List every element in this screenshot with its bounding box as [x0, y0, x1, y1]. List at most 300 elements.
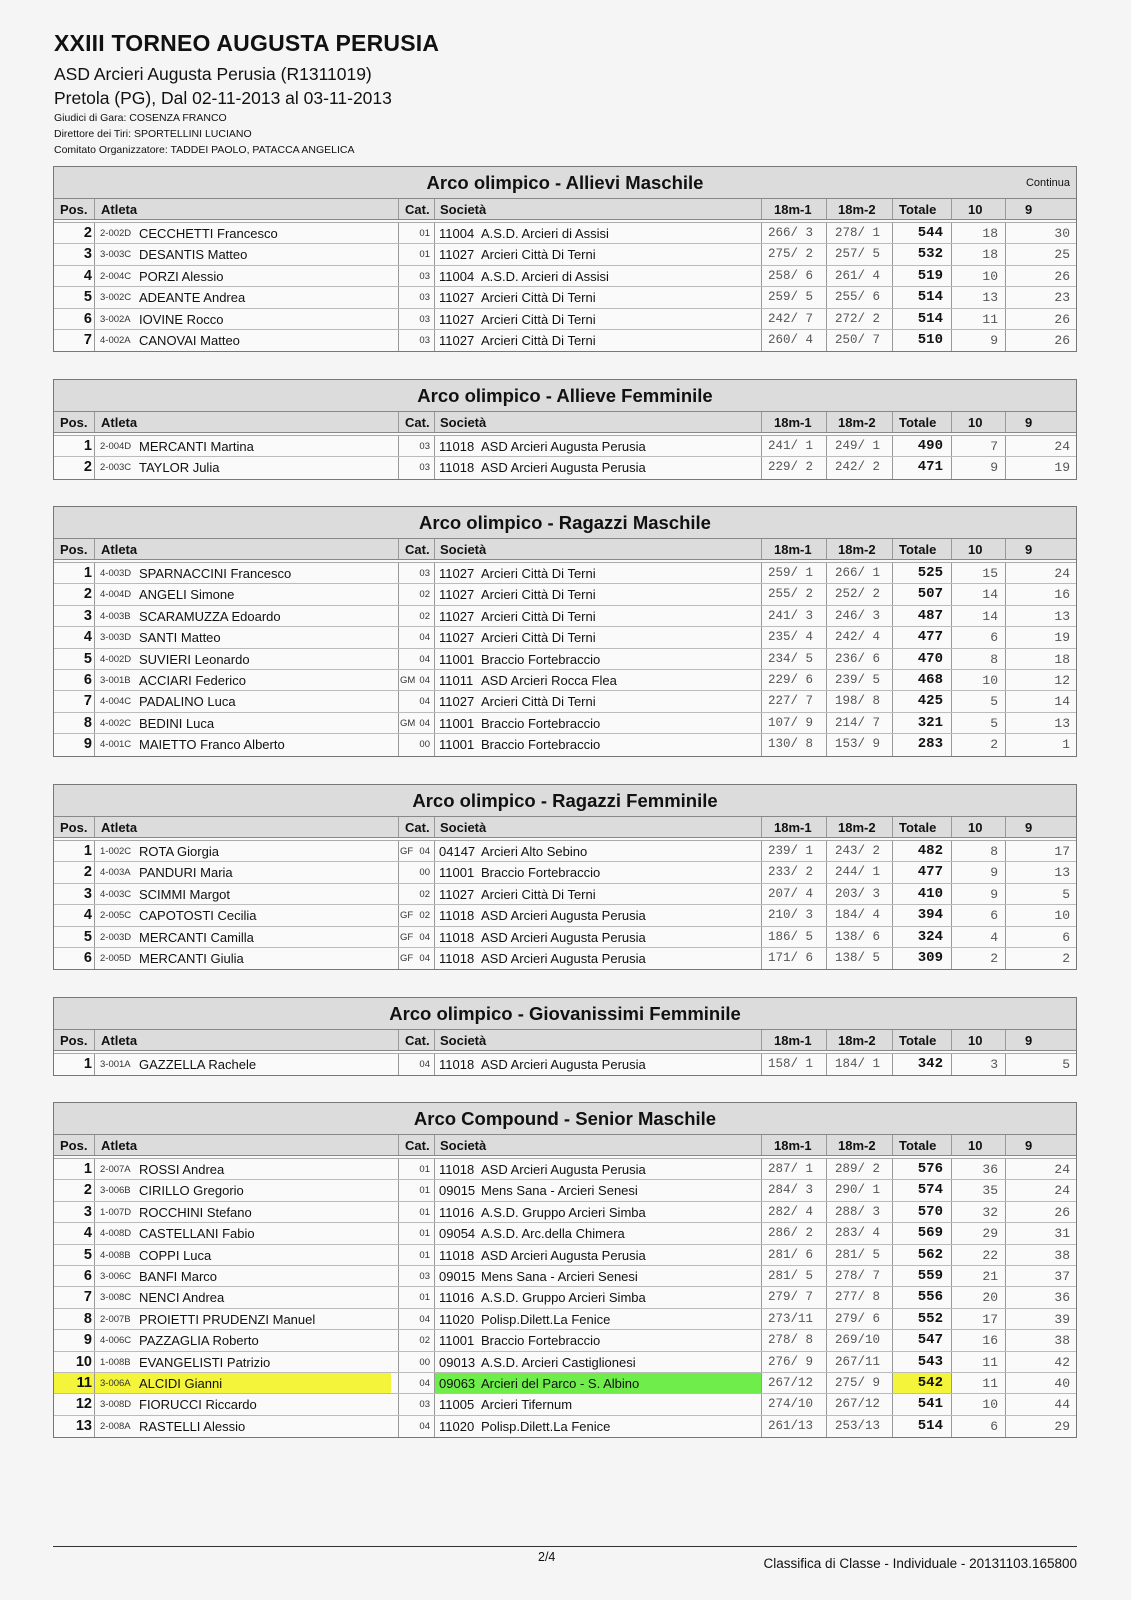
- round2-score: 278/ 7: [835, 1268, 881, 1283]
- round2-score: 290/ 1: [835, 1183, 881, 1198]
- column-divider: [892, 457, 893, 478]
- column-divider: [892, 266, 893, 286]
- class-flag: GF: [400, 910, 414, 922]
- row-position: 3: [83, 885, 92, 902]
- column-divider: [892, 905, 893, 925]
- column-divider: [1005, 1159, 1006, 1179]
- nines-count: 13: [1054, 715, 1070, 731]
- table-row: [54, 1223, 1076, 1244]
- column-divider: [94, 734, 95, 755]
- column-divider: [826, 691, 827, 711]
- column-divider: [398, 627, 399, 647]
- column-divider: [951, 1245, 952, 1265]
- table-row: [54, 606, 1076, 627]
- column-divider: [1005, 457, 1006, 478]
- column-divider: [826, 1245, 827, 1265]
- column-divider: [826, 1135, 827, 1155]
- nines-count: 26: [1054, 332, 1070, 348]
- committee-line: Comitato Organizzatore: TADDEI PAOLO, PATACCA ANGELICA: [54, 144, 355, 156]
- column-divider: [94, 713, 95, 733]
- round1-score: 282/ 4: [768, 1204, 814, 1219]
- total-score: 532: [917, 246, 943, 263]
- column-divider: [826, 862, 827, 882]
- total-score: 482: [917, 843, 943, 859]
- total-score: 490: [917, 438, 943, 454]
- column-divider: [398, 905, 399, 925]
- column-divider: [434, 1309, 435, 1329]
- section-rows: [54, 436, 1076, 479]
- total-score: 470: [917, 650, 943, 667]
- row-position: 13: [75, 1417, 92, 1434]
- row-position: 6: [83, 1267, 92, 1284]
- column-divider: [826, 457, 827, 478]
- column-divider: [892, 1245, 893, 1265]
- row-position: 6: [83, 671, 92, 688]
- column-divider: [892, 734, 893, 755]
- nines-count: 13: [1054, 608, 1070, 624]
- tens-count: 16: [982, 1333, 998, 1349]
- column-divider: [94, 1394, 95, 1414]
- column-header-r2: 18m-2: [838, 1033, 876, 1048]
- column-divider: [892, 1330, 893, 1350]
- tens-count: 36: [982, 1162, 998, 1177]
- column-divider: [94, 1159, 95, 1179]
- column-divider: [434, 670, 435, 690]
- column-divider: [951, 1159, 952, 1179]
- column-divider: [1005, 1394, 1006, 1414]
- column-divider: [892, 1135, 893, 1155]
- tens-count: 14: [982, 608, 998, 624]
- club-code: 11027: [439, 290, 475, 306]
- column-divider: [826, 563, 827, 583]
- athlete-name: TAYLOR Julia: [139, 460, 220, 476]
- athlete-name: ADEANTE Andrea: [139, 290, 246, 306]
- athlete-name: NENCI Andrea: [139, 1290, 225, 1306]
- category-code: 03: [419, 462, 430, 474]
- table-row: [54, 223, 1076, 244]
- column-divider: [94, 948, 95, 969]
- column-divider: [761, 649, 762, 669]
- nines-count: 2: [1062, 950, 1070, 966]
- column-divider: [398, 1373, 399, 1393]
- athlete-name: CECCHETTI Francesco: [139, 226, 278, 241]
- column-divider: [761, 1135, 762, 1155]
- column-header-x9: 9: [1025, 1033, 1033, 1048]
- column-divider: [892, 539, 893, 559]
- athlete-name: MAIETTO Franco Alberto: [139, 737, 285, 753]
- athlete-name: BANFI Marco: [139, 1268, 218, 1284]
- category-code: 02: [419, 888, 430, 900]
- column-divider: [951, 1352, 952, 1372]
- category-code: 04: [419, 1420, 430, 1432]
- tens-count: 5: [990, 715, 998, 731]
- round1-score: 210/ 3: [768, 908, 814, 923]
- column-divider: [398, 330, 399, 351]
- athlete-name: ACCIARI Federico: [139, 672, 246, 688]
- target-code: 2-004D: [100, 441, 132, 452]
- row-position: 2: [83, 586, 92, 603]
- column-divider: [434, 457, 435, 478]
- table-row: [54, 1416, 1076, 1437]
- club-name: Arcieri Città Di Terni: [481, 886, 596, 902]
- column-divider: [94, 1416, 95, 1437]
- column-divider: [826, 905, 827, 925]
- category-code: 04: [419, 1059, 430, 1070]
- column-divider: [398, 584, 399, 604]
- tens-count: 4: [990, 929, 998, 945]
- column-divider: [434, 1223, 435, 1243]
- column-divider: [951, 1309, 952, 1329]
- tens-count: 35: [982, 1183, 998, 1199]
- column-header-r2: 18m-2: [838, 542, 876, 557]
- club-name: ASD Arcieri Augusta Perusia: [481, 439, 646, 454]
- column-header-x9: 9: [1025, 820, 1033, 835]
- round1-score: 242/ 7: [768, 311, 814, 326]
- column-divider: [94, 649, 95, 669]
- round1-score: 259/ 1: [768, 566, 814, 580]
- column-divider: [826, 884, 827, 904]
- row-position: 5: [83, 1246, 92, 1263]
- target-code: 4-008B: [100, 1249, 131, 1261]
- club-name: Polisp.Dilett.La Fenice: [481, 1311, 611, 1327]
- column-divider: [1005, 244, 1006, 264]
- column-divider: [434, 1287, 435, 1307]
- nines-count: 37: [1054, 1268, 1070, 1284]
- athlete-name: PROIETTI PRUDENZI Manuel: [139, 1311, 316, 1327]
- athlete-name: CAPOTOSTI Cecilia: [139, 908, 257, 924]
- column-divider: [94, 927, 95, 947]
- category-code: 01: [419, 1164, 430, 1175]
- column-divider: [398, 1309, 399, 1329]
- nines-count: 23: [1054, 290, 1070, 306]
- table-row: [54, 1202, 1076, 1223]
- tens-count: 29: [982, 1226, 998, 1242]
- row-position: 2: [83, 459, 92, 476]
- target-code: 1-008B: [100, 1356, 131, 1368]
- column-divider: [94, 1030, 95, 1050]
- column-header-row: [54, 199, 1076, 220]
- column-divider: [398, 670, 399, 690]
- round1-score: 241/ 1: [768, 439, 814, 453]
- column-divider: [398, 691, 399, 711]
- column-divider: [826, 1202, 827, 1222]
- column-header-x10: 10: [968, 820, 983, 835]
- tens-count: 6: [990, 908, 998, 924]
- column-divider: [398, 927, 399, 947]
- column-divider: [434, 948, 435, 969]
- column-divider: [761, 1287, 762, 1307]
- row-position: 1: [83, 843, 92, 859]
- column-divider: [94, 1287, 95, 1307]
- nines-count: 26: [1054, 268, 1070, 284]
- column-divider: [94, 1245, 95, 1265]
- column-divider: [826, 841, 827, 861]
- column-header-r1: 18m-1: [774, 1138, 812, 1153]
- column-divider: [94, 1373, 95, 1393]
- target-code: 3-008C: [100, 1292, 132, 1304]
- club-name: Arcieri Alto Sebino: [481, 844, 588, 859]
- column-divider: [398, 1266, 399, 1286]
- tens-count: 18: [982, 226, 998, 241]
- column-header-x10: 10: [968, 542, 983, 557]
- column-divider: [951, 691, 952, 711]
- round1-score: 233/ 2: [768, 865, 814, 880]
- column-divider: [761, 330, 762, 351]
- table-row: [54, 884, 1076, 905]
- row-position: 5: [83, 650, 92, 667]
- column-divider: [951, 713, 952, 733]
- column-divider: [398, 1202, 399, 1222]
- tens-count: 5: [990, 694, 998, 710]
- column-divider: [94, 1223, 95, 1243]
- target-code: 1-007D: [100, 1206, 132, 1218]
- round1-score: 241/ 3: [768, 608, 814, 623]
- athlete-name: IOVINE Rocco: [139, 311, 224, 327]
- category-code: 02: [419, 1335, 430, 1347]
- column-divider: [892, 627, 893, 647]
- column-divider: [826, 1180, 827, 1200]
- category-code: 03: [419, 292, 430, 304]
- column-divider: [1005, 1245, 1006, 1265]
- round2-score: 239/ 5: [835, 672, 881, 687]
- target-code: 4-004D: [100, 589, 132, 601]
- column-divider: [398, 563, 399, 583]
- column-header-athlete: Atleta: [101, 820, 138, 835]
- row-position: 2: [83, 1182, 92, 1199]
- column-divider: [761, 905, 762, 925]
- table-row: [54, 287, 1076, 308]
- round1-score: 281/ 5: [768, 1268, 814, 1283]
- column-divider: [398, 287, 399, 307]
- column-divider: [951, 649, 952, 669]
- target-code: 4-008D: [100, 1228, 132, 1240]
- row-position: 1: [83, 1056, 92, 1072]
- column-divider: [1005, 309, 1006, 329]
- club-name: Arcieri Città Di Terni: [481, 587, 596, 603]
- column-header-r2: 18m-2: [838, 202, 876, 217]
- category-code: 04: [419, 674, 430, 686]
- column-divider: [1005, 927, 1006, 947]
- club-name: Arcieri Città Di Terni: [481, 566, 596, 581]
- total-score: 547: [917, 1332, 943, 1349]
- column-header-athlete: Atleta: [101, 202, 138, 217]
- column-divider: [1005, 330, 1006, 351]
- column-divider: [94, 1309, 95, 1329]
- column-divider: [761, 1180, 762, 1200]
- class-flag: GF: [400, 846, 414, 857]
- category-code: 04: [419, 717, 430, 729]
- column-divider: [434, 1416, 435, 1437]
- column-divider: [951, 1180, 952, 1200]
- table-row: [54, 457, 1076, 478]
- column-divider: [761, 1373, 762, 1393]
- column-divider: [826, 1394, 827, 1414]
- column-header-club: Società: [440, 1033, 487, 1048]
- category-code: 04: [419, 696, 430, 708]
- athlete-name: SCARAMUZZA Edoardo: [139, 608, 281, 624]
- column-divider: [1005, 734, 1006, 755]
- round2-score: 214/ 7: [835, 715, 881, 730]
- column-divider: [951, 1266, 952, 1286]
- athlete-name: PADALINO Luca: [139, 694, 236, 710]
- column-divider: [951, 1416, 952, 1437]
- column-divider: [398, 223, 399, 243]
- column-divider: [398, 1416, 399, 1437]
- column-divider: [892, 1287, 893, 1307]
- table-row: [54, 1287, 1076, 1308]
- round2-score: 252/ 2: [835, 587, 881, 602]
- nines-count: 25: [1054, 247, 1070, 263]
- column-divider: [398, 1159, 399, 1179]
- club-name: ASD Arcieri Augusta Perusia: [481, 950, 646, 966]
- column-divider: [892, 1309, 893, 1329]
- total-score: 342: [917, 1056, 943, 1072]
- column-divider: [94, 287, 95, 307]
- column-divider: [398, 1054, 399, 1075]
- results-section: [53, 784, 1077, 970]
- column-header-club: Società: [440, 415, 487, 430]
- total-score: 559: [917, 1267, 943, 1284]
- table-row: [54, 948, 1076, 969]
- column-divider: [398, 457, 399, 478]
- column-divider: [761, 309, 762, 329]
- club-name: Arcieri Città Di Terni: [481, 608, 596, 624]
- total-score: 519: [917, 267, 943, 284]
- column-divider: [892, 841, 893, 861]
- column-divider: [826, 244, 827, 264]
- column-divider: [398, 649, 399, 669]
- section-title-text: Arco olimpico - Ragazzi Femminile: [412, 790, 718, 811]
- athlete-name: PANDURI Maria: [139, 865, 233, 881]
- club-code: 11018: [439, 929, 475, 945]
- club-code: 11018: [439, 908, 475, 924]
- tens-count: 11: [982, 1375, 998, 1391]
- column-divider: [94, 539, 95, 559]
- round2-score: 267/11: [835, 1354, 881, 1369]
- target-code: 3-001B: [100, 674, 131, 686]
- club-name: Braccio Fortebraccio: [481, 1333, 601, 1349]
- column-divider: [398, 244, 399, 264]
- round1-score: 259/ 5: [768, 290, 814, 305]
- column-divider: [434, 713, 435, 733]
- continua-label: Continua: [1025, 177, 1070, 189]
- row-position: 4: [83, 907, 92, 924]
- club-name: ASD Arcieri Augusta Perusia: [481, 1162, 646, 1177]
- club-code: 11004: [439, 268, 475, 284]
- column-header-r2: 18m-2: [838, 415, 876, 430]
- column-header-cat: Cat.: [405, 202, 430, 217]
- athlete-name: CIRILLO Gregorio: [139, 1183, 244, 1199]
- table-row: [54, 244, 1076, 265]
- column-divider: [1005, 841, 1006, 861]
- column-divider: [94, 884, 95, 904]
- column-divider: [892, 884, 893, 904]
- column-divider: [1005, 199, 1006, 219]
- report-id: Classifica di Classe - Individuale - 20131103.165800: [763, 1556, 1077, 1571]
- column-divider: [761, 862, 762, 882]
- club-name: Braccio Fortebraccio: [481, 715, 601, 731]
- target-code: 4-002C: [100, 717, 132, 729]
- column-divider: [398, 1135, 399, 1155]
- column-divider: [94, 670, 95, 690]
- table-row: [54, 927, 1076, 948]
- nines-count: 29: [1054, 1418, 1070, 1434]
- section-title-text: Arco olimpico - Giovanissimi Femminile: [389, 1003, 741, 1024]
- tens-count: 11: [982, 311, 998, 327]
- column-divider: [951, 1287, 952, 1307]
- row-position: 6: [83, 949, 92, 966]
- row-position: 3: [83, 1203, 92, 1220]
- nines-count: 6: [1062, 929, 1070, 945]
- round2-score: 277/ 8: [835, 1290, 881, 1305]
- column-divider: [826, 1054, 827, 1075]
- column-divider: [892, 1159, 893, 1179]
- column-header-athlete: Atleta: [101, 415, 138, 430]
- row-position: 2: [83, 864, 92, 881]
- row-position: 12: [75, 1396, 92, 1413]
- column-header-x9: 9: [1025, 202, 1033, 217]
- tens-count: 22: [982, 1247, 998, 1263]
- nines-count: 16: [1054, 587, 1070, 603]
- table-row: [54, 862, 1076, 883]
- column-divider: [94, 199, 95, 219]
- column-divider: [94, 841, 95, 861]
- athlete-name: ALCIDI Gianni: [139, 1375, 223, 1391]
- column-divider: [951, 734, 952, 755]
- column-header-cat: Cat.: [405, 415, 430, 430]
- round1-score: 239/ 1: [768, 844, 814, 858]
- round1-score: 235/ 4: [768, 630, 814, 645]
- column-header-total: Totale: [899, 202, 937, 217]
- round2-score: 184/ 4: [835, 908, 881, 923]
- column-divider: [761, 1352, 762, 1372]
- athlete-name: ROTA Giorgia: [139, 844, 219, 859]
- column-divider: [94, 330, 95, 351]
- target-code: 4-003B: [100, 610, 131, 622]
- column-divider: [94, 223, 95, 243]
- class-flag: GF: [400, 952, 414, 964]
- column-divider: [951, 841, 952, 861]
- table-row: [54, 1180, 1076, 1201]
- column-divider: [1005, 1223, 1006, 1243]
- column-divider: [94, 244, 95, 264]
- row-position: 10: [75, 1353, 92, 1370]
- column-divider: [761, 1245, 762, 1265]
- row-position: 5: [83, 928, 92, 945]
- column-divider: [761, 1030, 762, 1050]
- column-divider: [826, 287, 827, 307]
- club-code: 09054: [439, 1226, 476, 1242]
- column-divider: [94, 1054, 95, 1075]
- category-code: 01: [419, 1249, 430, 1261]
- column-divider: [826, 309, 827, 329]
- round2-score: 288/ 3: [835, 1204, 881, 1219]
- total-score: 321: [917, 714, 943, 731]
- tens-count: 14: [982, 587, 998, 603]
- club-code: 09013: [439, 1354, 476, 1370]
- column-divider: [94, 627, 95, 647]
- column-divider: [892, 713, 893, 733]
- column-divider: [1005, 1054, 1006, 1075]
- column-divider: [761, 1266, 762, 1286]
- target-code: 2-003D: [100, 931, 132, 943]
- column-header-x10: 10: [968, 1033, 983, 1048]
- column-header-row: [54, 1135, 1076, 1156]
- column-divider: [951, 244, 952, 264]
- nines-count: 12: [1054, 672, 1070, 688]
- column-divider: [398, 1223, 399, 1243]
- total-score: 510: [917, 331, 943, 348]
